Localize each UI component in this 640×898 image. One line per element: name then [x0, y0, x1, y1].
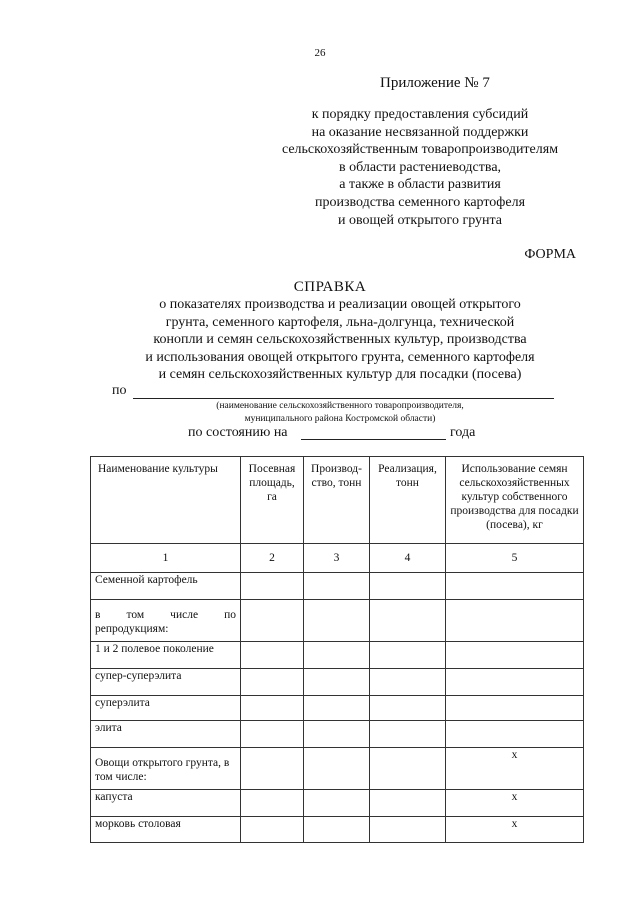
- header-sown-area: Посевная площадь, га: [241, 457, 304, 544]
- table-row: [91, 600, 584, 642]
- row-crop-name: 1 и 2 полевое поколение: [91, 642, 241, 669]
- row-crop-name: капуста: [91, 790, 241, 817]
- row-crop-name-part: в том числе по: [95, 609, 236, 621]
- table-row: [91, 573, 584, 600]
- cell-sown-area[interactable]: [241, 642, 304, 669]
- column-number: 4: [370, 544, 446, 573]
- cell-production[interactable]: [304, 669, 370, 696]
- form-label: ФОРМА: [524, 247, 576, 262]
- cell-sales[interactable]: [370, 600, 446, 642]
- cell-seed-use[interactable]: [446, 642, 584, 669]
- description-line: и использования овощей открытого грунта, семенного картофеля: [145, 349, 535, 365]
- table-header-row: [91, 457, 584, 544]
- row-crop-name: элита: [91, 721, 241, 748]
- date-label: по состоянию на: [188, 425, 288, 440]
- cell-sales[interactable]: [370, 748, 446, 790]
- cell-sown-area[interactable]: [241, 573, 304, 600]
- cell-seed-use[interactable]: x: [446, 748, 584, 790]
- production-table: [90, 456, 584, 843]
- cell-sales[interactable]: [370, 696, 446, 721]
- appendix-heading: Приложение № 7: [380, 75, 490, 91]
- document-description: [70, 296, 610, 384]
- subtitle-line: на оказание несвязанной поддержки: [311, 124, 529, 140]
- column-number: 2: [241, 544, 304, 573]
- cell-production[interactable]: [304, 721, 370, 748]
- row-crop-name: супер-суперэлита: [91, 669, 241, 696]
- cell-sown-area[interactable]: [241, 817, 304, 843]
- note-line: муниципального района Костромской области): [244, 413, 436, 424]
- row-crop-name: Семенной картофель: [91, 573, 241, 600]
- cell-seed-use[interactable]: [446, 696, 584, 721]
- note-line: (наименование сельскохозяйственного товаропроизводителя,: [216, 401, 464, 411]
- row-crop-name-part: репродукциям:: [95, 623, 169, 635]
- header-production: Производ-ство, тонн: [304, 457, 370, 544]
- appendix-subtitle: [250, 106, 590, 229]
- row-crop-name: [91, 600, 241, 642]
- subtitle-line: сельскохозяйственным товаропроизводителям: [281, 142, 559, 158]
- cell-sown-area[interactable]: [241, 669, 304, 696]
- producer-name-field[interactable]: [133, 398, 554, 399]
- cell-sales[interactable]: [370, 721, 446, 748]
- column-number: 1: [91, 544, 241, 573]
- cell-sales[interactable]: [370, 817, 446, 843]
- subtitle-line: в области растениеводства,: [338, 159, 502, 175]
- column-number: 3: [304, 544, 370, 573]
- document-title: СПРАВКА: [293, 279, 367, 295]
- header-seed-use: Использование семян сельскохозяйственных культур собственного производства для посадки (посева), кг: [446, 457, 584, 544]
- cell-sown-area[interactable]: [241, 721, 304, 748]
- table-row: [91, 696, 584, 721]
- cell-sown-area[interactable]: [241, 600, 304, 642]
- column-number: 5: [446, 544, 584, 573]
- cell-production[interactable]: [304, 600, 370, 642]
- date-field[interactable]: [301, 439, 446, 440]
- cell-seed-use[interactable]: x: [446, 817, 584, 843]
- column-number-row: [91, 544, 584, 573]
- producer-field-note: [120, 400, 560, 425]
- description-line: и семян сельскохозяйственных культур для посадки (посева): [158, 367, 522, 382]
- subtitle-line: к порядку предоставления субсидий: [311, 107, 529, 122]
- producer-label: по: [112, 383, 127, 398]
- header-crop-name: Наименование культуры: [91, 457, 241, 544]
- cell-sown-area[interactable]: [241, 748, 304, 790]
- cell-production[interactable]: [304, 790, 370, 817]
- cell-production[interactable]: [304, 696, 370, 721]
- cell-sales[interactable]: [370, 790, 446, 817]
- table-row: [91, 817, 584, 843]
- cell-seed-use[interactable]: [446, 721, 584, 748]
- table-row: [91, 790, 584, 817]
- cell-production[interactable]: [304, 573, 370, 600]
- subtitle-line: и овощей открытого грунта: [337, 212, 502, 228]
- cell-sales[interactable]: [370, 573, 446, 600]
- date-suffix: года: [450, 425, 476, 440]
- header-sales: Реализация, тонн: [370, 457, 446, 544]
- cell-production[interactable]: [304, 748, 370, 790]
- table-row: [91, 721, 584, 748]
- row-crop-name: суперэлита: [91, 696, 241, 721]
- table-row: [91, 669, 584, 696]
- cell-seed-use[interactable]: [446, 600, 584, 642]
- table-row: [91, 642, 584, 669]
- cell-seed-use[interactable]: x: [446, 790, 584, 817]
- subtitle-line: а также в области развития: [339, 177, 501, 193]
- page-number: 26: [314, 47, 326, 59]
- subtitle-line: производства семенного картофеля: [314, 194, 526, 210]
- cell-seed-use[interactable]: [446, 573, 584, 600]
- cell-production[interactable]: [304, 817, 370, 843]
- description-line: грунта, семенного картофеля, льна-долгунца, технической: [165, 314, 515, 330]
- cell-seed-use[interactable]: [446, 669, 584, 696]
- cell-sales[interactable]: [370, 669, 446, 696]
- cell-sown-area[interactable]: [241, 696, 304, 721]
- cell-sown-area[interactable]: [241, 790, 304, 817]
- cell-production[interactable]: [304, 642, 370, 669]
- row-crop-name: Овощи открытого грунта, в том числе:: [91, 748, 241, 790]
- row-crop-name: морковь столовая: [91, 817, 241, 843]
- description-line: конопли и семян сельскохозяйственных культур, производства: [153, 332, 527, 347]
- description-line: о показателях производства и реализации овощей открытого: [159, 297, 521, 312]
- table-row: [91, 748, 584, 790]
- cell-sales[interactable]: [370, 642, 446, 669]
